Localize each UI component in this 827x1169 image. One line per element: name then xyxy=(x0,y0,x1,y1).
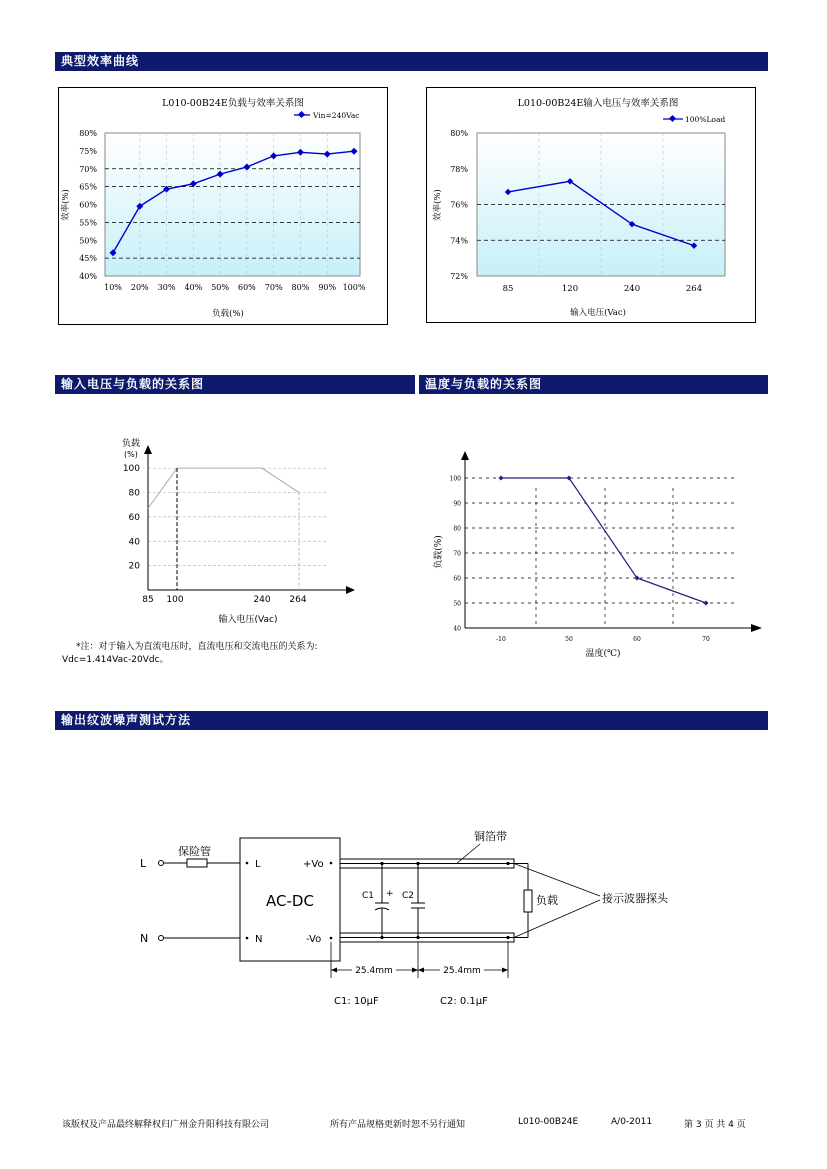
chart1-xtick: 50% xyxy=(211,283,230,292)
ac-dc-label: AC-DC xyxy=(266,892,314,910)
chart-load-efficiency xyxy=(58,87,388,325)
chart2-xlabel: 输入电压(Vac) xyxy=(570,308,626,318)
chart1-ytick: 60% xyxy=(79,200,97,210)
chart1-ytick: 55% xyxy=(79,218,97,228)
section-efficiency: 典型效率曲线 xyxy=(55,52,768,71)
fuse-label: 保险管 xyxy=(178,845,211,858)
vo-pos-label: +Vo xyxy=(303,859,324,870)
dc-note-line1: *注：对于输入为直流电压时，直流电压和交流电压的关系为: xyxy=(76,642,318,652)
chart4-ytick: 50 xyxy=(453,600,461,608)
chart3-ytick: 40 xyxy=(128,537,140,548)
chart4-ytick: 70 xyxy=(453,550,461,558)
chart3-ytick: 60 xyxy=(128,512,140,523)
chart1-xtick: 90% xyxy=(318,283,337,292)
chart2-xtick: 240 xyxy=(623,284,641,294)
chart3-ytick: 20 xyxy=(128,561,140,572)
chart2-xtick: 85 xyxy=(502,284,514,294)
dc-note xyxy=(62,641,318,667)
chart2-ytick: 80% xyxy=(450,129,468,138)
svg-text:+: + xyxy=(386,889,394,899)
dim2-label: 25.4mm xyxy=(443,966,481,976)
copper-label: 铜箔带 xyxy=(474,830,507,843)
chart1-xtick: 80% xyxy=(291,283,310,292)
c1-label: C1 xyxy=(362,891,375,901)
footer-copyright: 该版权及产品最终解释权归广州金升阳科技有限公司 xyxy=(62,1120,270,1130)
ripple-test-circuit xyxy=(130,820,710,1020)
chart1-ytick: 65% xyxy=(79,182,97,192)
chart3-xtick: 240 xyxy=(253,595,271,605)
chart4-xtick: 70 xyxy=(702,636,710,643)
chart2-ytick: 72% xyxy=(450,272,468,281)
input-L-label: L xyxy=(140,857,147,870)
chart4-ylabel: 负载(%) xyxy=(434,535,444,569)
chart4-xtick: -10 xyxy=(496,636,506,643)
chart1-xlabel: 负载(%) xyxy=(212,309,244,319)
chart1-ytick: 45% xyxy=(79,254,97,264)
pin-L-label: L xyxy=(255,859,261,870)
probe-label: 接示波器探头 xyxy=(602,892,668,905)
chart2-ytick: 76% xyxy=(450,200,468,210)
chart4-ytick: 80 xyxy=(453,525,461,533)
footer-page: 第 3 页 共 4 页 xyxy=(684,1120,746,1130)
chart-vin-load xyxy=(110,432,365,632)
chart4-ytick: 60 xyxy=(453,575,461,583)
c2-value: C2: 0.1μF xyxy=(440,996,488,1007)
chart1-xtick: 30% xyxy=(157,283,176,292)
c2-label: C2 xyxy=(402,891,415,901)
footer-version: A/0-2011 xyxy=(611,1117,653,1127)
chart4-ytick: 40 xyxy=(453,625,461,633)
footer-model: L010-00B24E xyxy=(518,1117,579,1127)
section-temp-load: 温度与负载的关系图 xyxy=(419,375,768,394)
chart3-xtick: 264 xyxy=(289,595,307,605)
chart-vin-efficiency xyxy=(426,87,756,323)
chart1-ylabel: 效率(%) xyxy=(61,189,71,221)
dim1-label: 25.4mm xyxy=(355,966,393,976)
section-vin-load: 输入电压与负载的关系图 xyxy=(55,375,415,394)
chart2-xtick: 264 xyxy=(685,284,703,294)
chart2-legend: 100%Load xyxy=(685,115,726,124)
c1-value: C1: 10μF xyxy=(334,996,379,1007)
pin-N-label: N xyxy=(255,934,263,945)
chart2-ytick: 74% xyxy=(450,236,468,246)
fuse-symbol xyxy=(187,859,207,867)
vo-neg-label: -Vo xyxy=(306,934,322,945)
chart4-xlabel: 温度(℃) xyxy=(585,649,621,659)
chart1-ytick: 50% xyxy=(79,236,97,246)
chart1-ytick: 40% xyxy=(79,272,97,281)
chart1-xtick: 40% xyxy=(184,283,203,292)
chart1-xtick: 20% xyxy=(130,283,149,292)
input-N-label: N xyxy=(140,932,149,945)
chart1-xtick: 60% xyxy=(237,283,256,292)
load-label: 负载 xyxy=(536,894,558,907)
chart1-ytick: 75% xyxy=(79,146,97,156)
chart2-xtick: 120 xyxy=(561,284,579,294)
chart3-ytick: 100 xyxy=(122,464,140,475)
footer-notice: 所有产品规格更新时恕不另行通知 xyxy=(330,1120,466,1130)
chart3-xtick: 100 xyxy=(166,595,184,605)
chart4-point xyxy=(499,476,504,481)
chart3-ytick: 80 xyxy=(128,488,140,499)
chart2-title: L010-00B24E输入电压与效率关系图 xyxy=(517,98,679,109)
chart3-ylabel-unit: (%) xyxy=(124,450,138,459)
chart1-title: L010-00B24E负载与效率关系图 xyxy=(162,98,304,109)
chart3-ylabel: 负载 xyxy=(122,439,141,449)
chart1-xtick: 10% xyxy=(104,283,122,292)
chart1-xtick: 70% xyxy=(264,283,283,292)
chart3-xlabel: 输入电压(Vac) xyxy=(218,615,278,625)
dc-note-line2: Vdc=1.414Vac-20Vdc。 xyxy=(62,655,169,665)
chart1-xtick: 100% xyxy=(342,283,366,292)
section-ripple: 输出纹波噪声测试方法 xyxy=(55,711,768,730)
chart4-ytick: 100 xyxy=(449,475,461,483)
chart2-ytick: 78% xyxy=(450,164,468,174)
chart4-point xyxy=(704,601,709,606)
chart3-xtick: 85 xyxy=(142,595,154,605)
chart1-ytick: 80% xyxy=(79,129,97,138)
chart-temp-load xyxy=(425,440,770,665)
chart1-ytick: 70% xyxy=(79,164,97,174)
chart2-ylabel: 效率(%) xyxy=(433,189,443,221)
chart4-ytick: 90 xyxy=(453,500,461,508)
load-resistor xyxy=(524,890,532,912)
chart4-xtick: 50 xyxy=(565,636,573,643)
chart4-xtick: 60 xyxy=(633,636,641,643)
chart1-legend: Vin=240Vac xyxy=(313,111,360,120)
